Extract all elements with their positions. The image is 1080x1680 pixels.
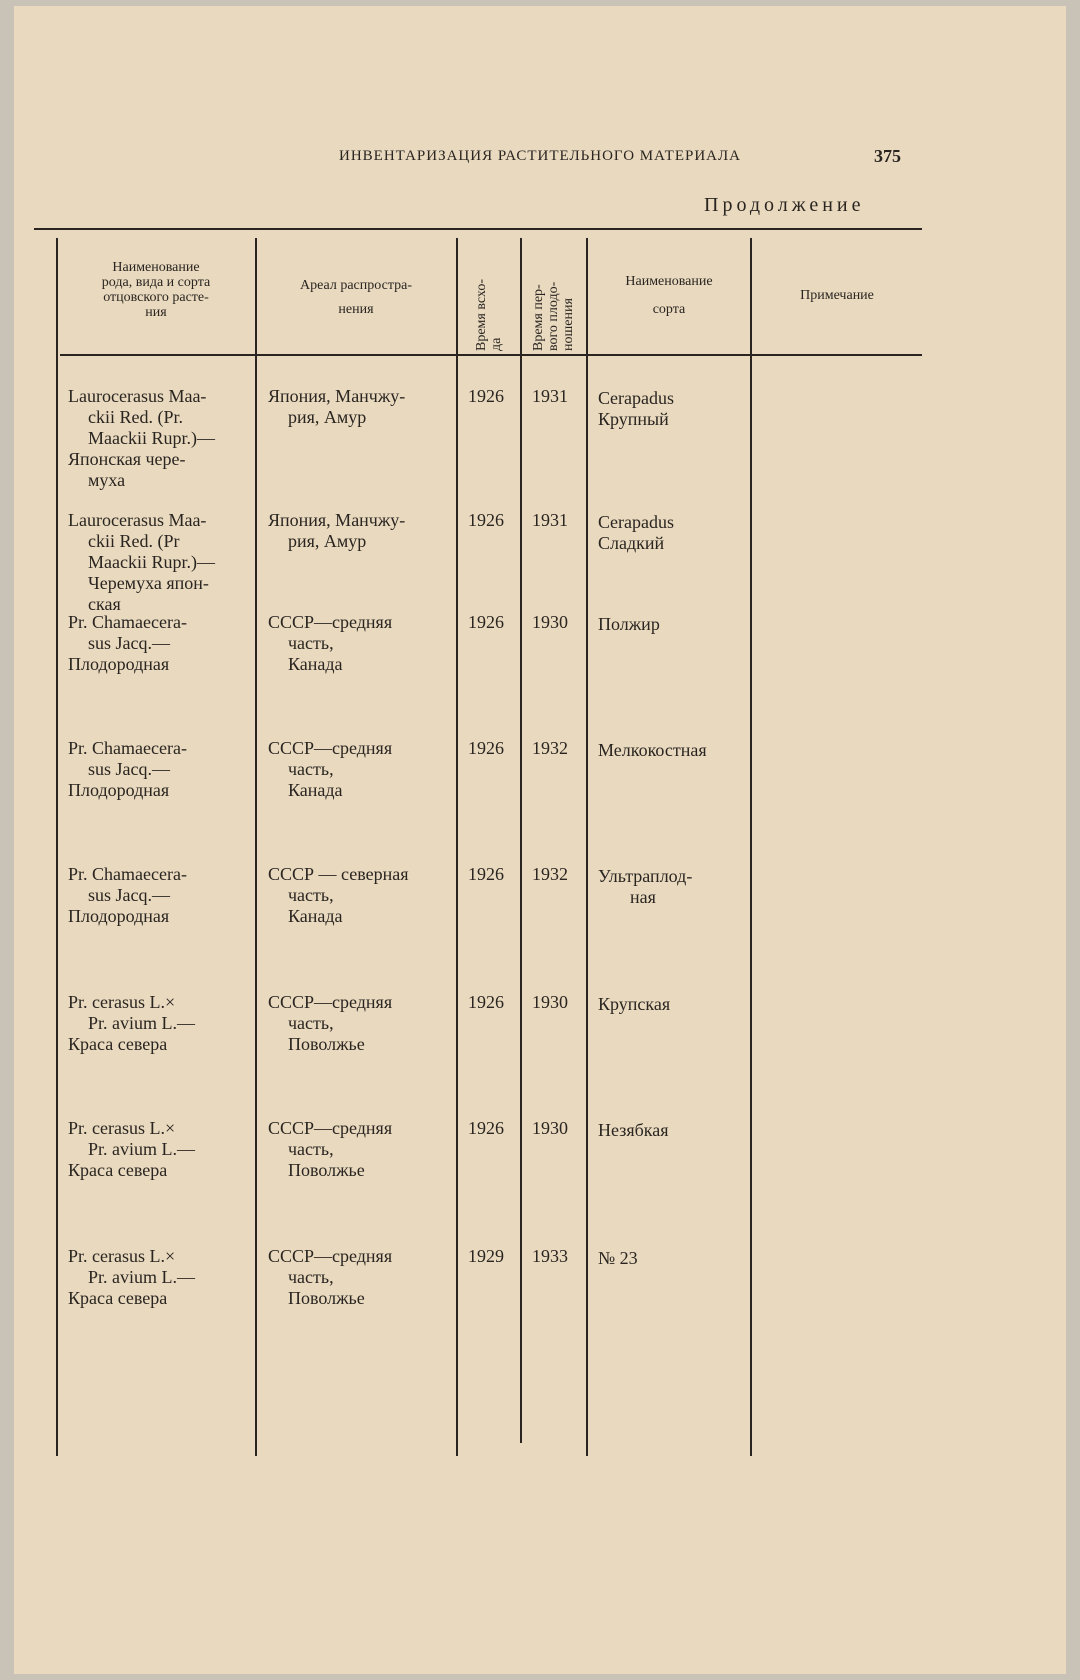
cell-fruiting-year: 1931	[532, 510, 568, 530]
continuation-label: Продолжение	[704, 194, 865, 216]
table-header-rule	[60, 354, 922, 356]
column-header-sprouting: Время всхо- да	[474, 278, 504, 351]
cell-sprouting-year: 1926	[468, 510, 504, 530]
cell-fruiting-year: 1932	[532, 738, 568, 758]
table-top-rule	[34, 228, 922, 230]
cell-variety: Cerapadus Сладкий	[598, 512, 674, 553]
book-page	[14, 6, 1066, 1674]
column-divider	[586, 238, 588, 1456]
cell-fruiting-year: 1933	[532, 1246, 568, 1266]
cell-sprouting-year: 1926	[468, 992, 504, 1012]
cell-variety: Полжир	[598, 614, 660, 634]
cell-area: СССР—средняя часть, Канада	[268, 612, 393, 674]
column-divider	[456, 238, 458, 1456]
cell-variety: Крупская	[598, 994, 671, 1014]
cell-area: Япония, Манчжу- рия, Амур	[268, 386, 406, 427]
cell-sprouting-year: 1929	[468, 1246, 504, 1266]
cell-name: Pr. cerasus L.× Pr. avium L.— Краса севера	[68, 992, 195, 1054]
cell-fruiting-year: 1930	[532, 1118, 568, 1138]
running-head: ИНВЕНТАРИЗАЦИЯ РАСТИТЕЛЬНОГО МАТЕРИАЛА	[338, 148, 741, 164]
cell-variety: № 23	[598, 1248, 638, 1268]
cell-sprouting-year: 1926	[468, 738, 504, 758]
cell-sprouting-year: 1926	[468, 864, 504, 884]
cell-name: Pr. Chamaecera- sus Jacq.— Плодородная	[68, 738, 187, 800]
cell-name: Laurocerasus Maa- ckii Red. (Pr Maackii Rupr.)— Черемуха япон- ская	[68, 510, 215, 614]
column-divider	[750, 238, 752, 1456]
cell-name: Pr. Chamaecera- sus Jacq.— Плодородная	[68, 864, 187, 926]
cell-area: СССР — северная часть, Канада	[268, 864, 409, 926]
cell-fruiting-year: 1932	[532, 864, 568, 884]
cell-name: Pr. cerasus L.× Pr. avium L.— Краса севера	[68, 1118, 195, 1180]
cell-name: Laurocerasus Maa- ckii Red. (Pr. Maackii Rupr.)— Японская чере- муха	[68, 386, 215, 490]
cell-variety: Мелкокостная	[598, 740, 707, 760]
cell-area: Япония, Манчжу- рия, Амур	[268, 510, 406, 551]
column-header-area: Ареал распростра- нения	[300, 278, 412, 317]
cell-sprouting-year: 1926	[468, 1118, 504, 1138]
column-divider	[520, 238, 522, 1443]
column-divider	[255, 238, 257, 1456]
cell-name: Pr. Chamaecera- sus Jacq.— Плодородная	[68, 612, 187, 674]
cell-fruiting-year: 1931	[532, 386, 568, 406]
column-header-note: Примечание	[800, 288, 874, 303]
cell-sprouting-year: 1926	[468, 386, 504, 406]
column-divider	[56, 238, 58, 1456]
column-header-first-fruiting: Время пер- вого плодо- ношения	[531, 281, 576, 351]
cell-area: СССР—средняя часть, Поволжье	[268, 1246, 393, 1308]
cell-name: Pr. cerasus L.× Pr. avium L.— Краса севера	[68, 1246, 195, 1308]
cell-variety: Cerapadus Крупный	[598, 388, 674, 429]
cell-area: СССР—средняя часть, Канада	[268, 738, 393, 800]
column-header-name: Наименование рода, вида и сорта отцовского расте- ния	[101, 260, 211, 320]
cell-area: СССР—средняя часть, Поволжье	[268, 992, 393, 1054]
cell-area: СССР—средняя часть, Поволжье	[268, 1118, 393, 1180]
cell-sprouting-year: 1926	[468, 612, 504, 632]
cell-fruiting-year: 1930	[532, 992, 568, 1012]
cell-fruiting-year: 1930	[532, 612, 568, 632]
column-header-variety: Наименование сорта	[625, 274, 713, 317]
page-number: 375	[874, 146, 901, 166]
cell-variety: Незябкая	[598, 1120, 669, 1140]
cell-variety: Ультраплод- ная	[598, 866, 693, 907]
